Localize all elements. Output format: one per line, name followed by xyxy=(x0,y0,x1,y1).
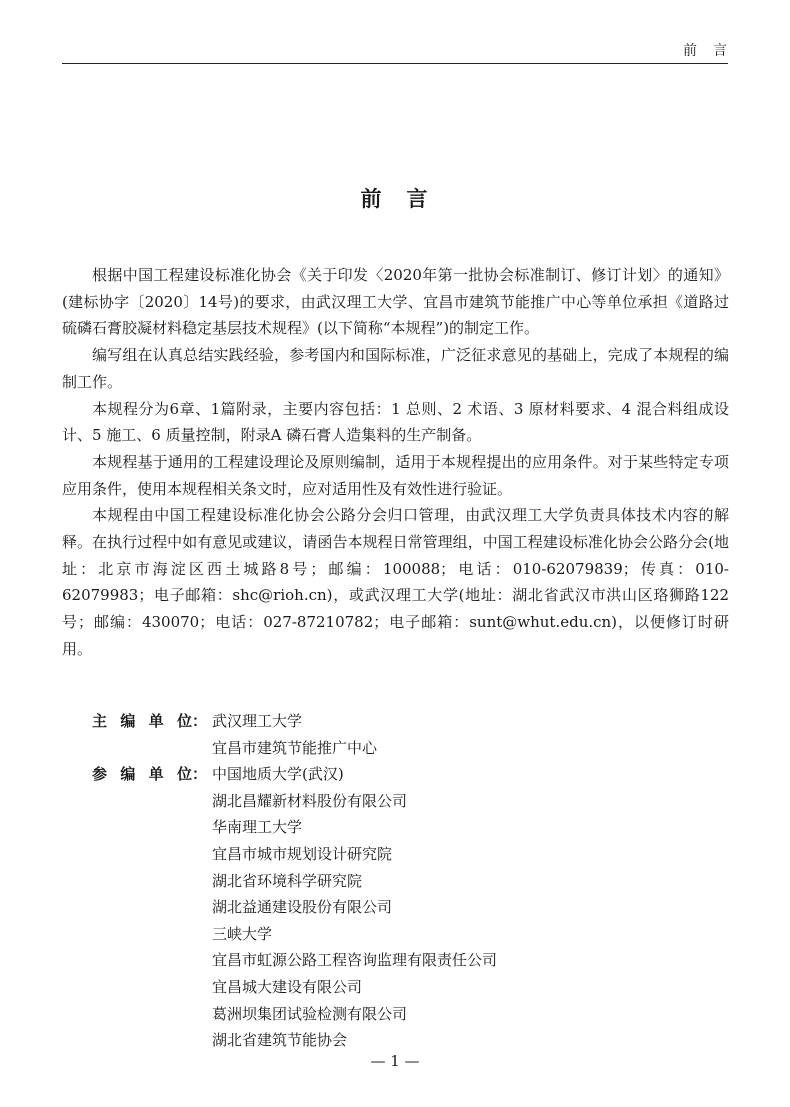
units-section xyxy=(92,708,732,1054)
participating-units-label: 参编单位 xyxy=(92,765,192,784)
paragraph-2: 编写组在认真总结实践经验，参考国内和国际标准，广泛征求意见的基础上，完成了本规程的编制工作。 xyxy=(62,346,729,391)
body-text xyxy=(62,262,729,663)
unit-item: 宜昌市城市规划设计研究院 xyxy=(212,844,393,863)
unit-item: 宜昌市建筑节能推广中心 xyxy=(212,738,378,757)
unit-item: 中国地质大学(武汉) xyxy=(212,765,344,784)
paragraph-5: 本规程由中国工程建设标准化协会公路分会归口管理，由武汉理工大学负责具体技术内容的解释。在执行过程中如有意见或建议，请函告本规程日常管理组，中国工程建设标准化协会公路分会(地址：北京市海淀区西土城路8号；邮编：100088；电话：010-62079839；传真：010-62079983；电子邮箱：shc@rioh.cn)，或武汉理工大学(地址：湖北省武汉市洪山区珞狮路122号；邮编：430070；电话：027-87210782；电子邮箱：sunt@whut.edu.cn)，以便修订时研用。 xyxy=(62,506,729,658)
paragraph-4: 本规程基于通用的工程建设理论及原则编制，适用于本规程提出的应用条件。对于某些特定专项应用条件，使用本规程相关条文时，应对适用性及有效性进行验证。 xyxy=(62,452,729,498)
unit-item: 湖北益通建设股份有限公司 xyxy=(212,898,393,917)
paragraph-1: 根据中国工程建设标准化协会《关于印发〈2020年第一批协会标准制订、修订计划〉的通知》(建标协字〔2020〕14号)的要求，由武汉理工大学、宜昌市建筑节能推广中心等单位承担《道路过硫磷石膏胶凝材料稳定基层技术规程》(以下简称“本规程”)的制定工作。 xyxy=(62,266,729,338)
unit-item: 武汉理工大学 xyxy=(212,712,303,730)
unit-item: 葛洲坝集团试验检测有限公司 xyxy=(212,1004,408,1023)
unit-item: 湖北省建筑节能协会 xyxy=(212,1031,348,1050)
chief-units-label: 主编单位 xyxy=(92,712,192,730)
unit-item: 三峡大学 xyxy=(212,924,273,943)
chief-units: 主编单位： 武汉理工大学 宜昌市建筑节能推广中心 xyxy=(92,708,732,761)
unit-item: 宜昌市虹源公路工程咨询监理有限责任公司 xyxy=(212,951,498,970)
unit-item: 宜昌城大建设有限公司 xyxy=(212,977,363,996)
header-rule xyxy=(62,63,728,64)
participating-units: 参编单位： 中国地质大学(武汉) 湖北昌耀新材料股份有限公司 华南理工大学 宜昌市城市规划设计研究院 湖北省环境科学研究院 湖北益通建设股份有限公司 三峡大学 宜昌市虹源公路工程咨询监理有限责任公司 宜昌城大建设有限公司 葛洲坝集团试验检测有限公司 湖北省建筑节能协会 xyxy=(92,761,732,1054)
participating-units-list xyxy=(212,761,732,1054)
page-number: — 1 — xyxy=(370,1052,420,1070)
unit-item: 华南理工大学 xyxy=(212,818,303,837)
unit-item: 湖北省环境科学研究院 xyxy=(212,871,363,890)
running-header xyxy=(62,40,728,60)
running-header-title: 前 言 xyxy=(683,43,728,59)
paragraph-3: 本规程分为6章、1篇附录，主要内容包括：1 总则、2 术语、3 原材料要求、4 混合料组成设计、5 施工、6 质量控制，附录A 磷石膏人造集料的生产制备。 xyxy=(62,399,729,445)
chief-units-list xyxy=(212,708,732,761)
page-title: 前 言 xyxy=(360,186,430,211)
unit-item: 湖北昌耀新材料股份有限公司 xyxy=(212,791,408,810)
